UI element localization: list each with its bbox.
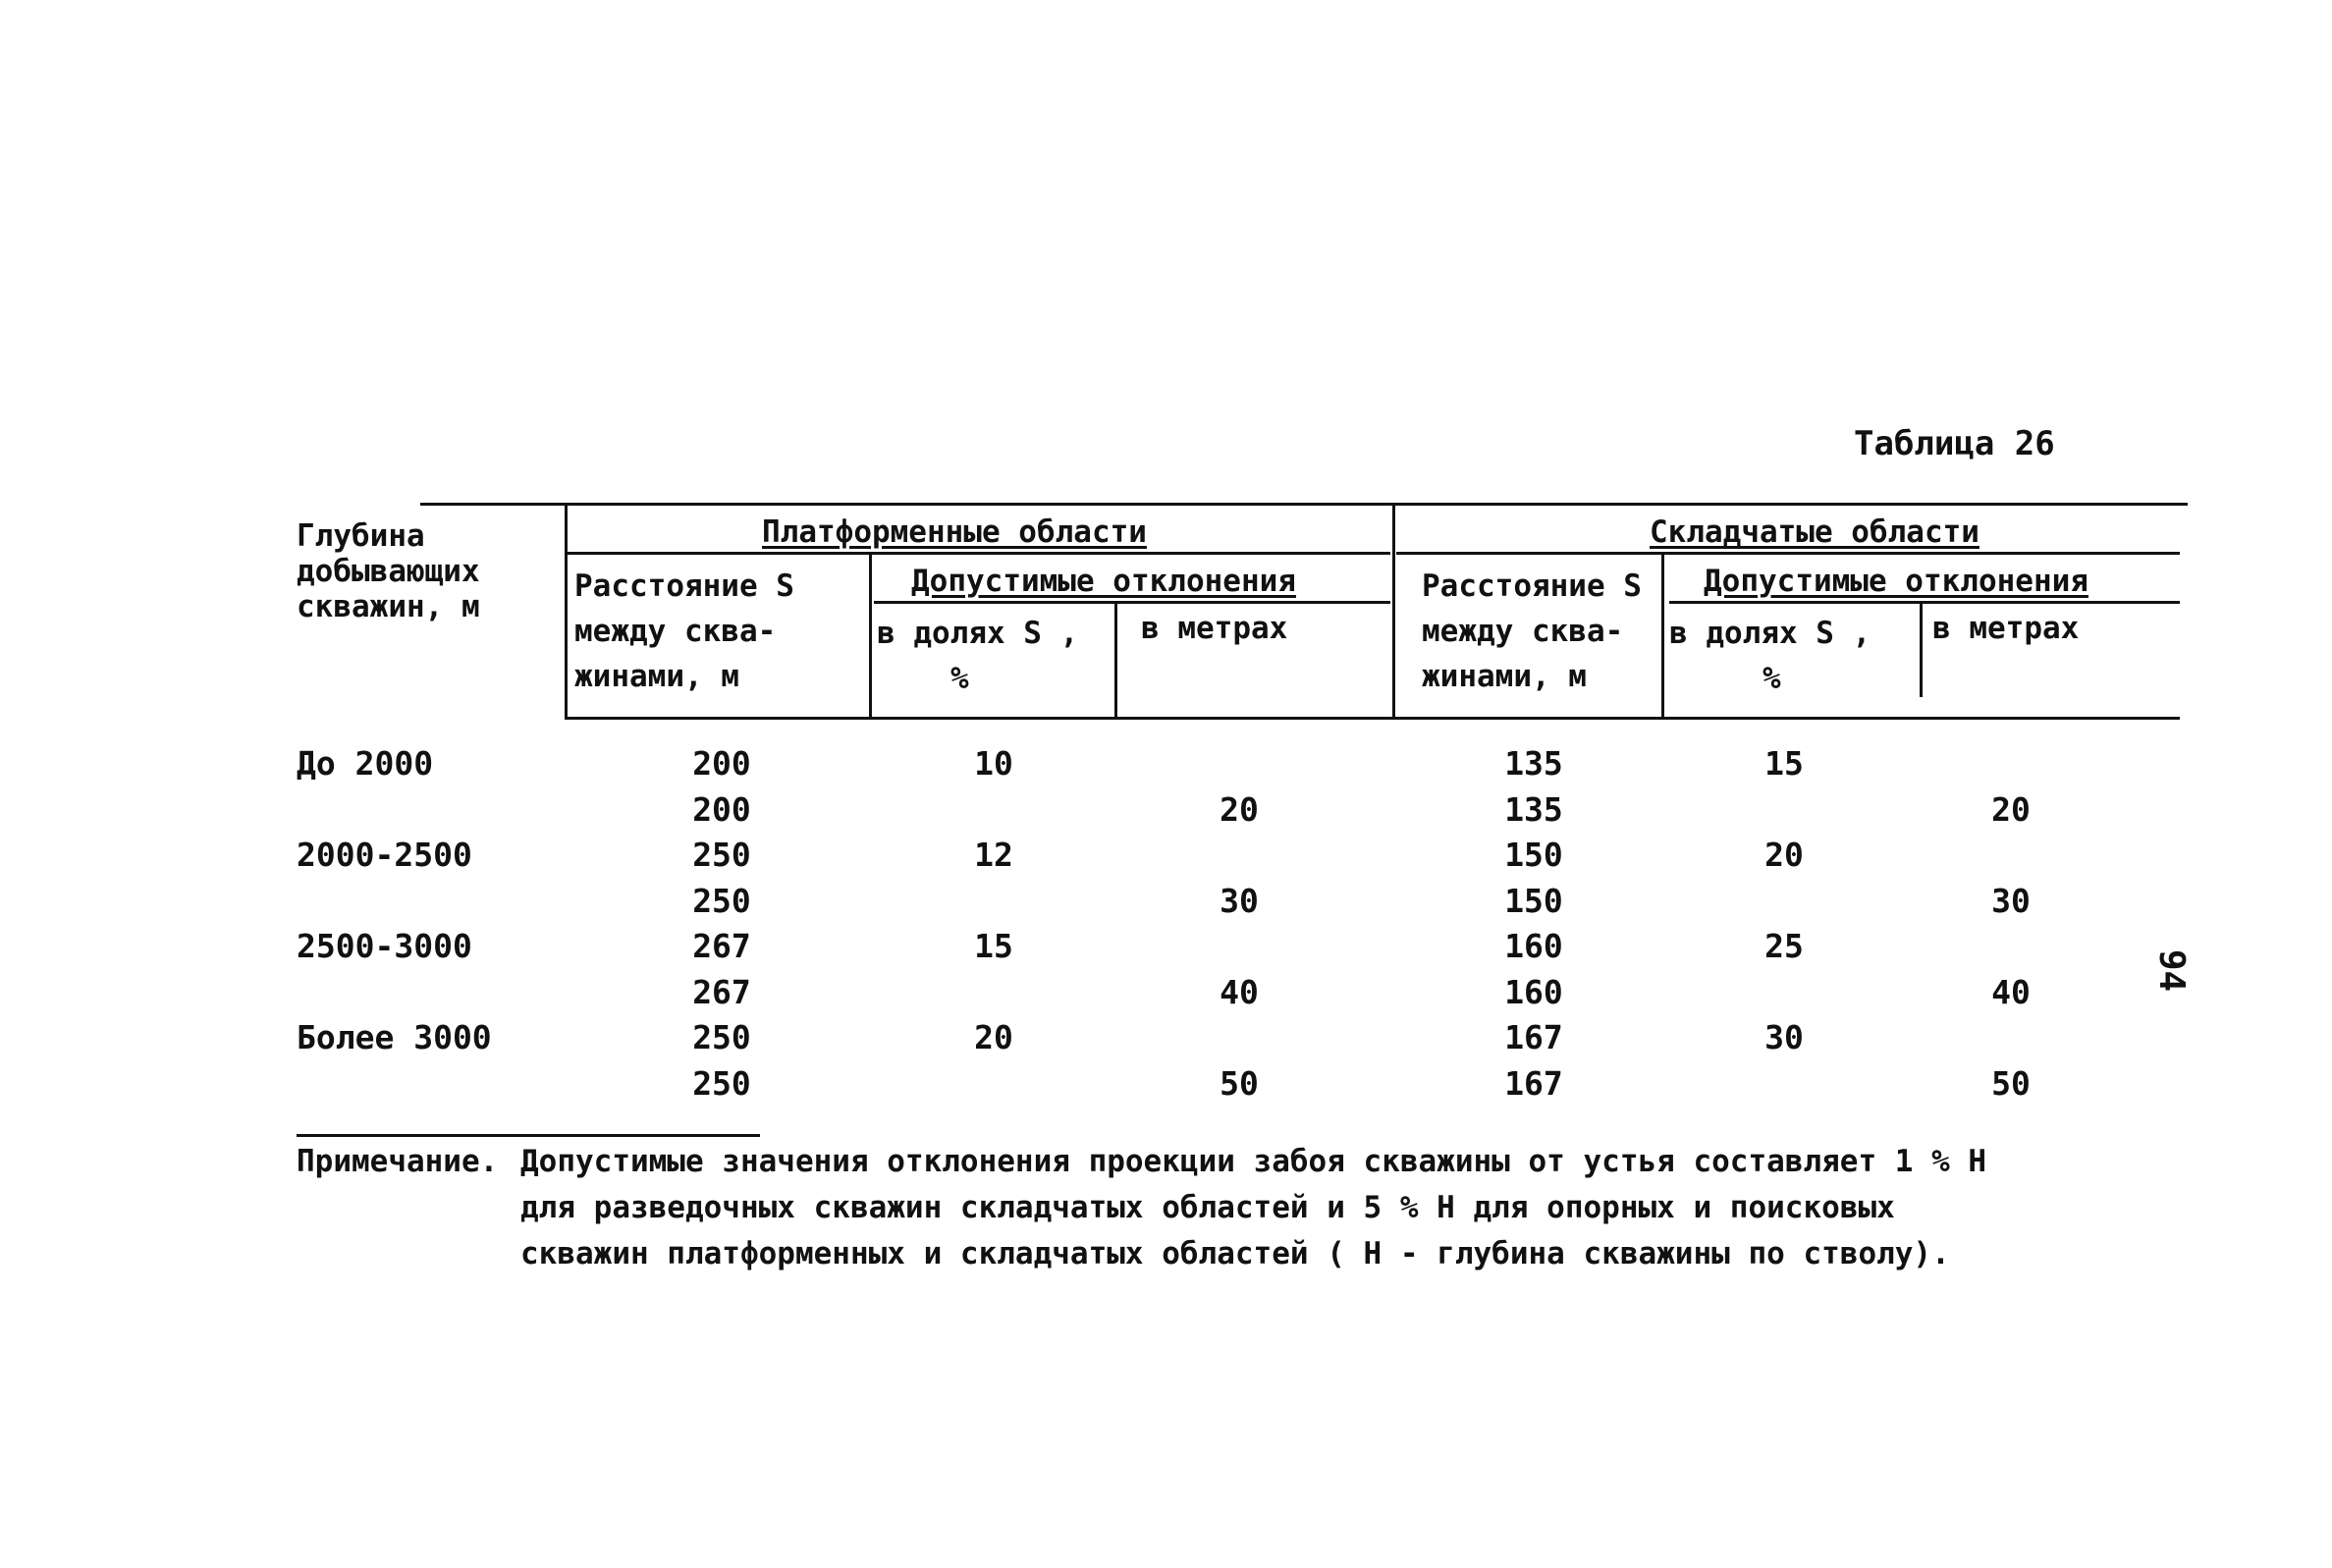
header-depth-line: добывающих [297,554,480,589]
header-bottom-rule [565,717,2180,720]
cell-platform-meters: 50 [1220,1063,1259,1103]
note-line: Допустимые значения отклонения проекции забоя скважины от устья составляет 1 % Н [520,1144,1987,1179]
header-depth-line: скважин, м [297,589,480,624]
cell-platform-distance: 250 [692,836,751,874]
cell-folded-fraction: 20 [1764,836,1804,874]
cell-folded-distance: 167 [1504,1018,1563,1056]
header-platform-distance [574,564,794,699]
table-caption: Таблица 26 [1854,424,2055,463]
cell-depth: 2500-3000 [297,927,472,965]
header-fraction-line: % [1763,661,1781,696]
note-separator [297,1134,760,1137]
cell-folded-meters: 50 [1991,1063,2031,1103]
cell-platform-fraction: 20 [974,1018,1013,1056]
platform-subheader-rule [568,552,1390,555]
cell-folded-distance: 150 [1504,881,1563,920]
header-distance-line: жинами, м [574,659,739,694]
cell-platform-distance: 200 [692,789,751,829]
header-platform-fraction [877,611,1078,701]
header-folded-meters: в метрах [1932,611,2080,646]
header-folded-distance [1422,564,1642,699]
folded-subheader-rule [1396,552,2180,555]
col-divider-platform-m [1114,604,1117,717]
page-number: 94 [2151,948,2193,993]
cell-folded-meters: 40 [1991,972,2031,1011]
header-distance-line: между сква- [1422,614,1624,649]
cell-platform-distance: 200 [692,744,751,783]
cell-folded-meters: 20 [1991,789,2031,829]
table-top-rule [420,503,2188,506]
cell-folded-distance: 135 [1504,789,1563,829]
header-fraction-line: в долях S , [1669,616,1871,651]
col-divider-folded-frac [1661,555,1664,717]
cell-folded-distance: 160 [1504,972,1563,1011]
cell-platform-meters: 20 [1220,789,1259,829]
cell-depth: 2000-2500 [297,836,472,874]
col-divider-platform-frac [869,555,872,717]
note-label: Примечание. [297,1144,499,1179]
cell-platform-distance: 250 [692,1063,751,1103]
header-distance-line: жинами, м [1422,659,1587,694]
platform-allowed-rule [874,601,1390,604]
cell-platform-distance: 267 [692,927,751,965]
cell-folded-fraction: 25 [1764,927,1804,965]
header-depth-line: Глубина [297,518,425,554]
cell-platform-fraction: 12 [974,836,1013,874]
header-platform-title: Платформенные области [762,514,1147,550]
header-folded-fraction [1669,611,1871,701]
cell-folded-fraction: 15 [1764,744,1804,783]
col-divider-depth [565,503,568,717]
header-folded-allowed: Допустимые отклонения [1704,564,2088,599]
cell-depth: Более 3000 [297,1018,492,1056]
col-divider-folded-m [1920,604,1923,697]
cell-platform-meters: 40 [1220,972,1259,1011]
header-distance-line: между сква- [574,614,777,649]
header-distance-line: Расстояние S [574,568,794,604]
cell-platform-distance: 267 [692,972,751,1011]
header-distance-line: Расстояние S [1422,568,1642,604]
note-line: скважин платформенных и складчатых областей ( Н - глубина скважины по стволу). [520,1236,1950,1271]
header-platform-meters: в метрах [1141,611,1288,646]
header-folded-title: Складчатые области [1650,514,1979,550]
cell-folded-distance: 150 [1504,836,1563,874]
cell-platform-distance: 250 [692,1018,751,1056]
folded-allowed-rule [1669,601,2180,604]
cell-folded-distance: 160 [1504,927,1563,965]
cell-folded-distance: 135 [1504,744,1563,783]
cell-folded-meters: 30 [1991,881,2031,920]
cell-folded-fraction: 30 [1764,1018,1804,1056]
header-platform-allowed: Допустимые отклонения [911,564,1296,599]
header-fraction-line: в долях S , [877,616,1079,651]
cell-platform-fraction: 10 [974,744,1013,783]
cell-platform-meters: 30 [1220,881,1259,920]
cell-platform-distance: 250 [692,881,751,920]
cell-depth: До 2000 [297,744,434,783]
cell-platform-fraction: 15 [974,927,1013,965]
cell-folded-distance: 167 [1504,1063,1563,1103]
col-divider-folded [1392,503,1395,717]
note-line: для разведочных скважин складчатых областей и 5 % Н для опорных и поисковых [520,1190,1895,1225]
note-text [520,1139,1986,1277]
header-fraction-line: % [950,661,969,696]
header-depth [297,518,480,624]
